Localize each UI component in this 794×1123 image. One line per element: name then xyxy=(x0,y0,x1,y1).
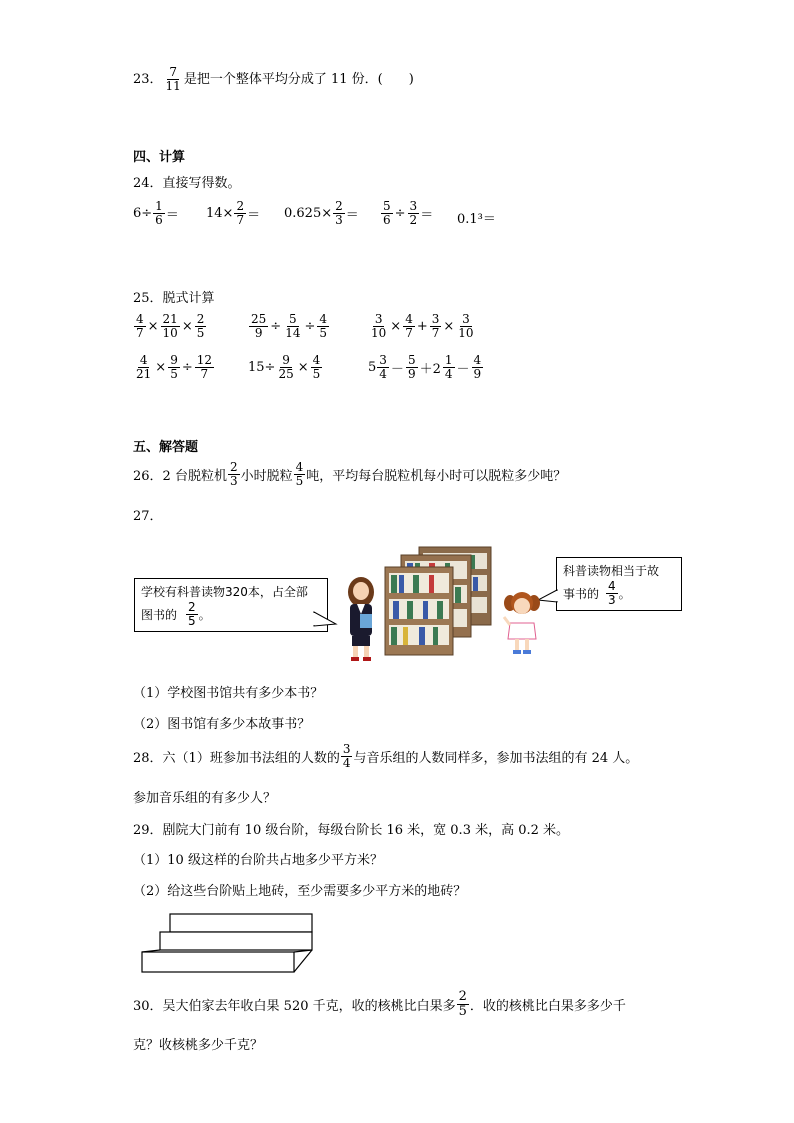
q25-expr-2: $\frac{25}{9}$ ÷ $\frac{5}{14}$ ÷ $\frac{4}{5}$ xyxy=(251,312,328,341)
girl-illustration xyxy=(502,587,542,657)
speech-bubble-girl: 科普读物相当于故 事书的 $\frac{4}{3}$ 。 xyxy=(556,557,682,611)
question-29: 29．剧院大门前有 10 级台阶，每级台阶长 16 米，宽 0.3 米，高 0.2 米。 xyxy=(133,823,570,838)
question-27-sub-1: （1）学校图书馆共有多少本书？ xyxy=(133,686,324,701)
question-27-number: 27． xyxy=(133,509,163,524)
fraction: $\frac{7}{11}$ xyxy=(165,65,181,94)
q24-item-3: 0.625× $\frac{2}{3}$ ＝ xyxy=(284,199,359,228)
q25-expr-6: 5 $\frac{3}{4}$ － $\frac{5}{9}$ ＋2 $\frac{1}{4}$ － $\frac{4}{9}$ xyxy=(368,353,482,382)
teacher-illustration xyxy=(340,574,382,662)
q24-item-4: $\frac{5}{6}$ ÷ $\frac{3}{2}$ ＝ xyxy=(383,199,434,228)
question-29-sub-1: （1）10 级这样的台阶共占地多少平方米？ xyxy=(133,853,383,868)
speech-bubble-teacher: 学校有科普读物320本，占全部 图书的 $\frac{2}{5}$ 。 xyxy=(134,578,328,632)
bubble-tail-left xyxy=(310,610,340,630)
q24-item-5: 0.1³＝ xyxy=(457,212,496,227)
stairs-diagram xyxy=(138,912,322,976)
question-23: 23． $\frac{7}{11}$ 是把一个整体平均分成了 11 份．( ) xyxy=(133,65,414,94)
q25-expr-5: 15÷ $\frac{9}{25}$ × $\frac{4}{5}$ xyxy=(248,353,321,382)
section-heading-4: 四、计算 xyxy=(133,150,186,165)
q24-item-2: 14× $\frac{2}{7}$ ＝ xyxy=(206,199,261,228)
q24-item-1: 6÷ $\frac{1}{6}$ ＝ xyxy=(133,199,179,228)
q25-expr-4: $\frac{4}{21}$ × $\frac{9}{5}$ ÷ $\frac{12}{7}$ xyxy=(136,353,213,382)
q25-expr-1: $\frac{4}{7}$ × $\frac{21}{10}$ × $\frac{2}{5}$ xyxy=(136,312,205,341)
question-25-title: 25．脱式计算 xyxy=(133,291,215,306)
question-30: 30．吴大伯家去年收白果 520 千克，收的核桃比白果多 $\frac{2}{5}$ ．收的核桃比白果多多少千 xyxy=(133,989,626,1020)
question-28: 28．六（1）班参加书法组的人数的 $\frac{3}{4}$ 与音乐组的人数同样多，参加书法组的有 24 人。 xyxy=(133,742,639,771)
bookshelves-illustration xyxy=(383,545,495,657)
question-24-title: 24．直接写得数。 xyxy=(133,176,241,191)
question-26: 26．2 台脱粒机 $\frac{2}{3}$ 小时脱粒 $\frac{4}{5}$ 吨，平均每台脱粒机每小时可以脱粒多少吨？ xyxy=(133,460,567,489)
q25-expr-3: $\frac{3}{10}$ × $\frac{4}{7}$ + $\frac{3}{7}$ × $\frac{3}{10}$ xyxy=(371,312,474,341)
question-29-sub-2: （2）给这些台阶贴上地砖，至少需要多少平方米的地砖？ xyxy=(133,884,467,899)
question-27-sub-2: （2）图书馆有多少本故事书？ xyxy=(133,717,311,732)
question-30-line-2: 克？收核桃多少千克？ xyxy=(133,1038,264,1053)
section-heading-5: 五、解答题 xyxy=(133,440,199,455)
question-28-line-2: 参加音乐组的有多少人？ xyxy=(133,791,277,806)
